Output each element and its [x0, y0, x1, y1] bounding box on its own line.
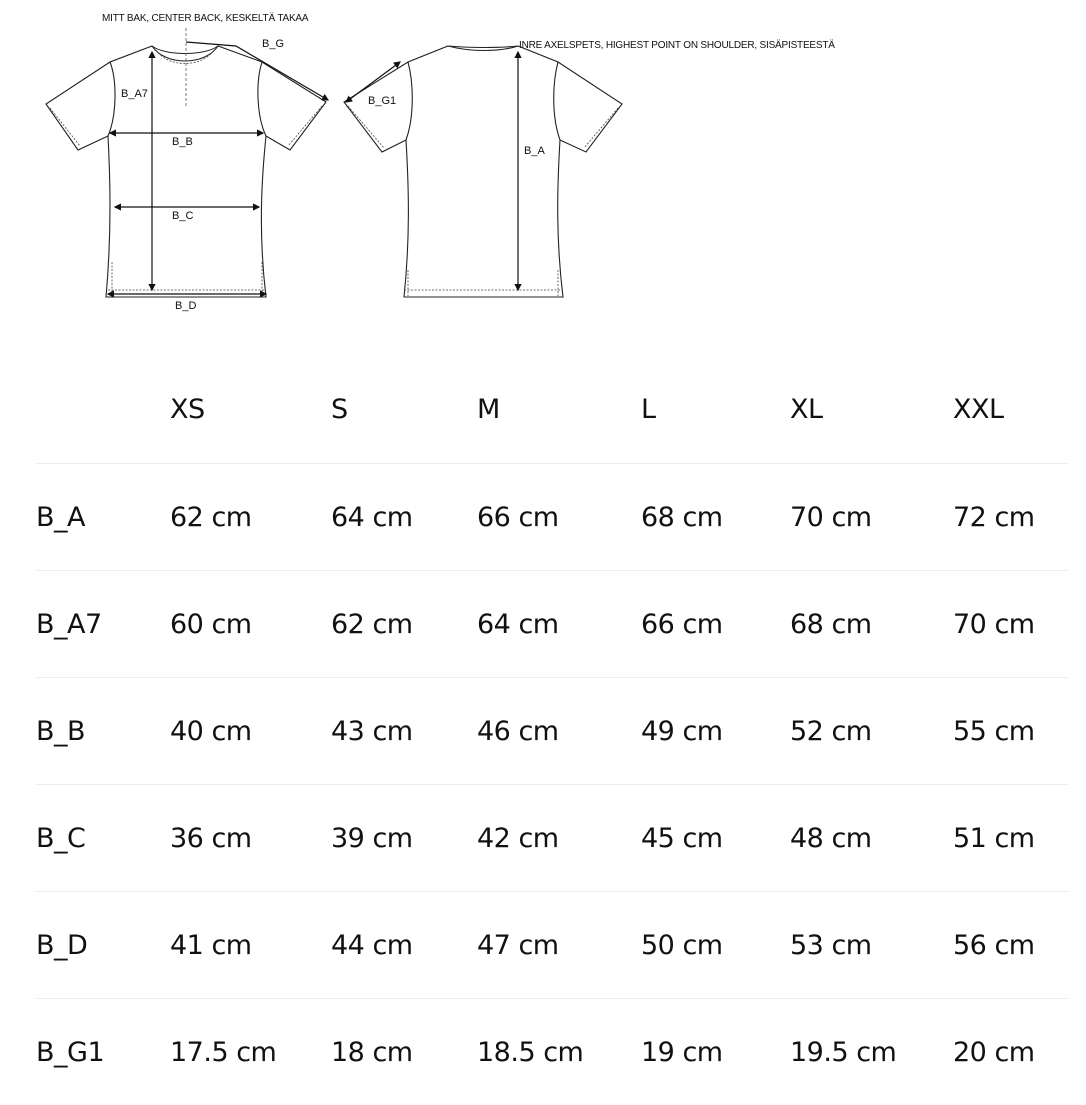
table-cell: 52 cm — [790, 715, 872, 747]
table-cell: 43 cm — [331, 715, 413, 747]
label-b-g: B_G — [262, 38, 285, 50]
table-cell: 62 cm — [331, 608, 413, 640]
label-center-back: MITT BAK, CENTER BACK, KESKELTÄ TAKAA — [102, 13, 309, 24]
header-size-xxl: XXL — [953, 393, 1004, 425]
header-size-m: M — [477, 393, 500, 425]
table-cell: 51 cm — [953, 822, 1035, 854]
table-row — [36, 464, 1068, 571]
table-cell: 56 cm — [953, 929, 1035, 961]
table-cell: 62 cm — [170, 501, 252, 533]
table-cell: 72 cm — [953, 501, 1035, 533]
table-cell: 44 cm — [331, 929, 413, 961]
table-cell: 39 cm — [331, 822, 413, 854]
tshirt-diagram-svg — [0, 0, 1086, 330]
table-cell: 18.5 cm — [477, 1036, 584, 1068]
table-cell: 20 cm — [953, 1036, 1035, 1068]
label-b-a: B_A — [524, 145, 545, 157]
table-cell: 45 cm — [641, 822, 723, 854]
row-label: B_G1 — [36, 1036, 105, 1068]
table-row — [36, 678, 1068, 785]
table-cell: 66 cm — [477, 501, 559, 533]
table-cell: 36 cm — [170, 822, 252, 854]
table-cell: 49 cm — [641, 715, 723, 747]
table-cell: 42 cm — [477, 822, 559, 854]
table-cell: 60 cm — [170, 608, 252, 640]
table-cell: 70 cm — [953, 608, 1035, 640]
label-b-d: B_D — [175, 300, 197, 312]
label-b-g1: B_G1 — [368, 95, 397, 107]
table-cell: 68 cm — [790, 608, 872, 640]
table-cell: 41 cm — [170, 929, 252, 961]
header-size-xs: XS — [170, 393, 205, 425]
table-cell: 64 cm — [477, 608, 559, 640]
table-cell: 66 cm — [641, 608, 723, 640]
table-cell: 47 cm — [477, 929, 559, 961]
back-tshirt-drawing — [344, 46, 622, 297]
table-cell: 50 cm — [641, 929, 723, 961]
table-cell: 70 cm — [790, 501, 872, 533]
header-size-xl: XL — [790, 393, 823, 425]
label-b-b: B_B — [172, 136, 193, 148]
header-size-s: S — [331, 393, 348, 425]
table-cell: 46 cm — [477, 715, 559, 747]
measurement-diagram — [0, 0, 1086, 330]
table-cell: 48 cm — [790, 822, 872, 854]
table-cell: 40 cm — [170, 715, 252, 747]
label-b-c: B_C — [172, 210, 194, 222]
table-row — [36, 571, 1068, 678]
table-cell: 18 cm — [331, 1036, 413, 1068]
front-tshirt-drawing — [46, 28, 328, 297]
table-row — [36, 785, 1068, 892]
size-table — [36, 355, 1068, 1105]
table-cell: 68 cm — [641, 501, 723, 533]
table-cell: 64 cm — [331, 501, 413, 533]
row-label: B_A7 — [36, 608, 102, 640]
table-row — [36, 999, 1068, 1105]
table-cell: 55 cm — [953, 715, 1035, 747]
table-cell: 19 cm — [641, 1036, 723, 1068]
table-cell: 53 cm — [790, 929, 872, 961]
row-label: B_D — [36, 929, 88, 961]
row-label: B_A — [36, 501, 85, 533]
row-label: B_C — [36, 822, 86, 854]
table-row — [36, 892, 1068, 999]
row-label: B_B — [36, 715, 86, 747]
label-b-a7: B_A7 — [121, 88, 148, 100]
size-header-row — [36, 355, 1068, 464]
table-cell: 17.5 cm — [170, 1036, 277, 1068]
label-highest-point: INRE AXELSPETS, HIGHEST POINT ON SHOULDER, SISÄPISTEESTÄ — [519, 40, 835, 51]
header-size-l: L — [641, 393, 656, 425]
table-cell: 19.5 cm — [790, 1036, 897, 1068]
